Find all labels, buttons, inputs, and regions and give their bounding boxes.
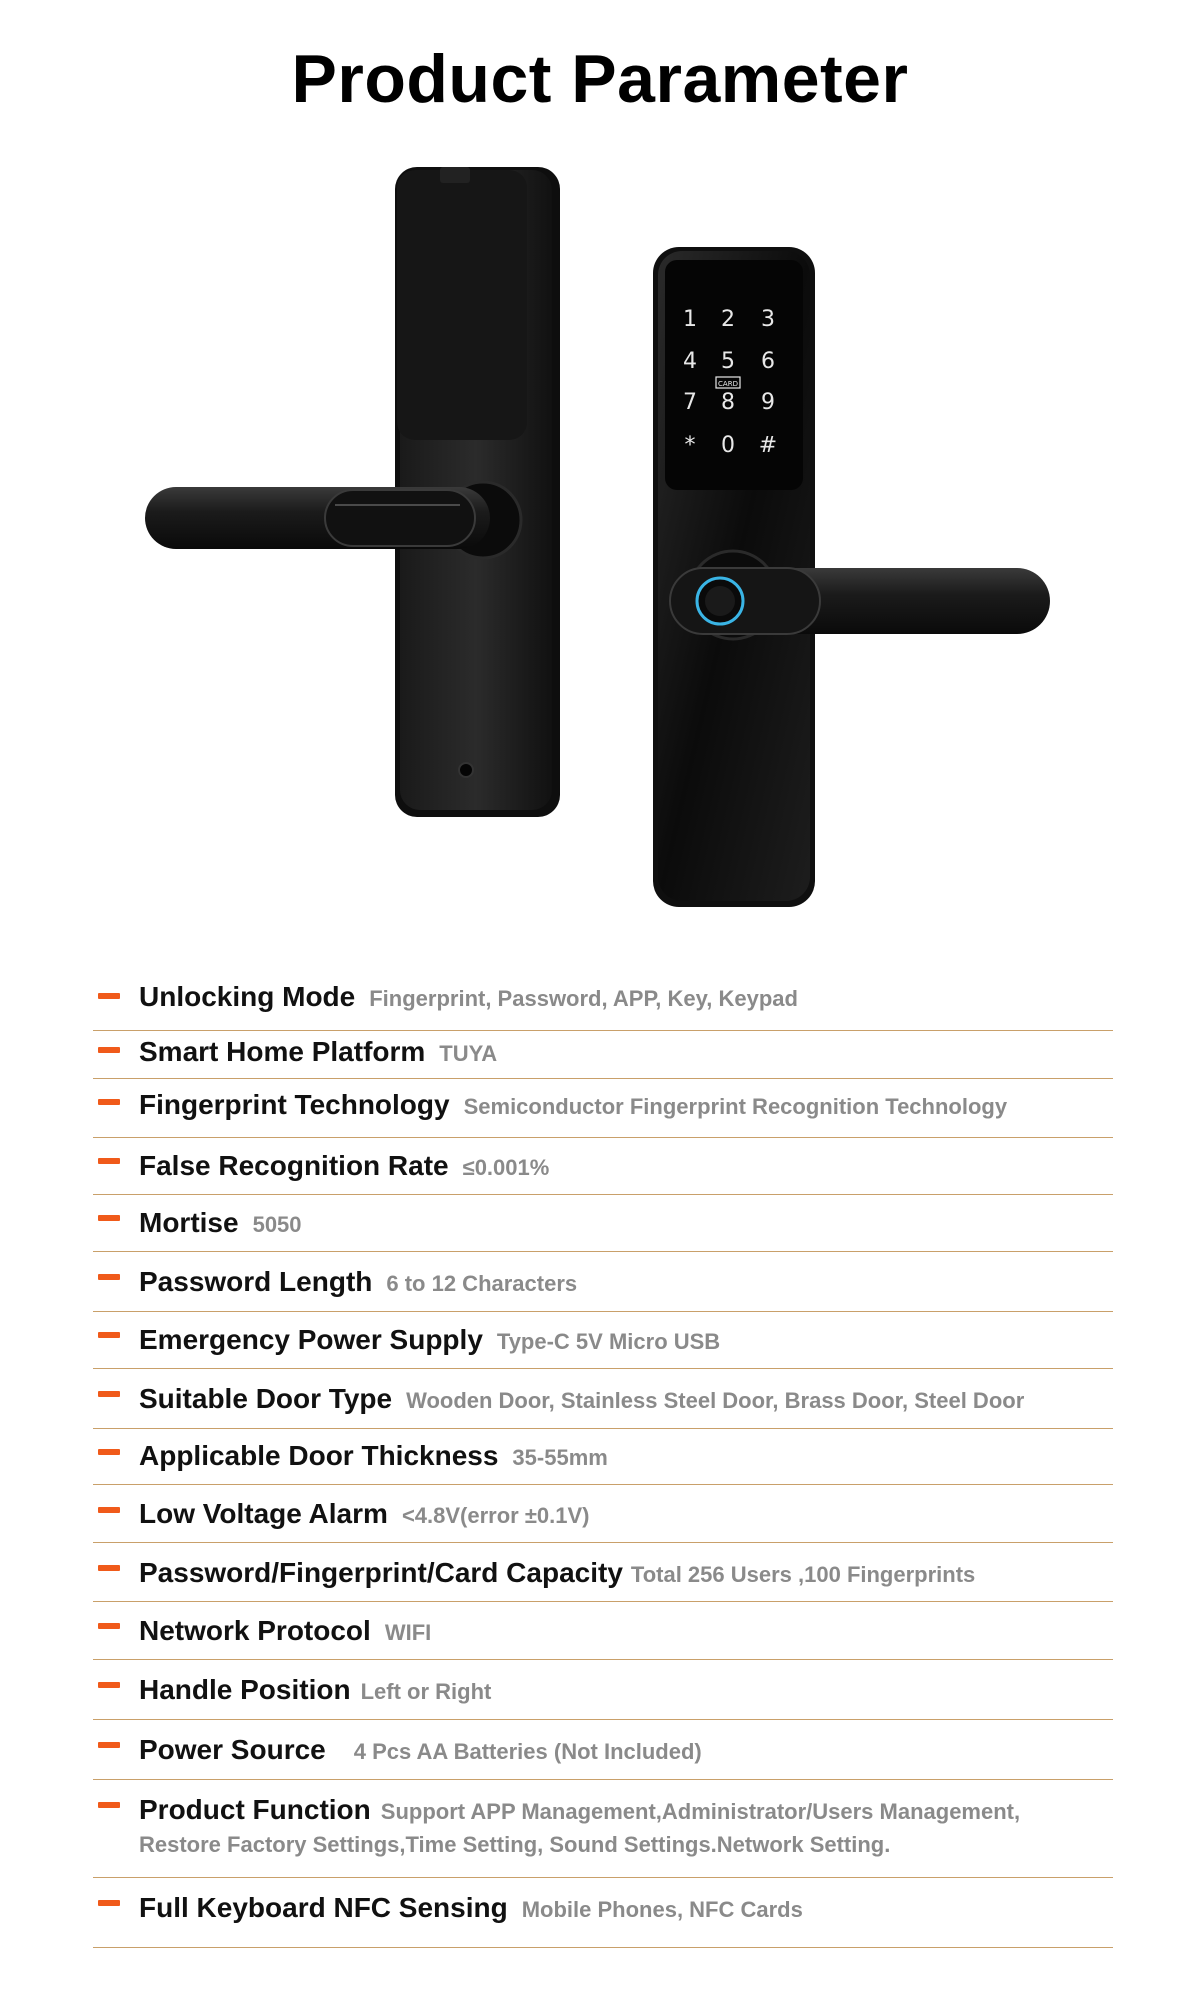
param-label: Fingerprint Technology — [139, 1089, 450, 1120]
bullet-dash — [98, 993, 120, 999]
bullet-dash — [98, 1274, 120, 1280]
param-value: 35-55mm — [512, 1445, 608, 1470]
param-label: Suitable Door Type — [139, 1383, 393, 1414]
param-label: Password Length — [139, 1266, 373, 1297]
param-label: Emergency Power Supply — [139, 1324, 483, 1355]
param-row-password-length — [93, 1252, 1113, 1312]
keypad-key: 3 — [761, 307, 775, 332]
keypad-key: 6 — [761, 349, 775, 374]
param-value: WIFI — [384, 1620, 432, 1645]
param-label: Password/Fingerprint/Card Capacity — [139, 1557, 623, 1588]
param-row-emergency-power-supply — [93, 1312, 1113, 1369]
front-handle — [670, 551, 1050, 639]
param-row-applicable-door-thickness — [93, 1429, 1113, 1485]
keypad-key: 0 — [721, 433, 735, 458]
bullet-dash — [98, 1099, 120, 1105]
keypad-key: 9 — [761, 390, 775, 415]
parameter-list — [93, 975, 1113, 1948]
param-row-false-recognition-rate — [93, 1138, 1113, 1195]
param-label: Mortise — [139, 1207, 239, 1238]
param-value: Total 256 Users ,100 Fingerprints — [630, 1562, 976, 1587]
param-value: Left or Right — [360, 1679, 492, 1704]
keypad-key: # — [758, 433, 778, 458]
param-label: Applicable Door Thickness — [139, 1440, 499, 1471]
param-value: Fingerprint, Password, APP, Key, Keypad — [369, 986, 798, 1011]
param-row-unlocking-mode — [93, 975, 1113, 1031]
keypad-key: 5 — [721, 349, 735, 374]
param-value: Type-C 5V Micro USB — [496, 1329, 721, 1354]
param-value: <4.8V(error ±0.1V) — [401, 1503, 590, 1528]
keypad-key: 8 — [721, 390, 735, 415]
keypad-key: 7 — [683, 390, 697, 415]
keypad-key: 1 — [683, 307, 697, 332]
param-value-continued: Restore Factory Settings,Time Setting, Sound Settings.Network Setting. — [139, 1832, 891, 1857]
param-row-handle-position — [93, 1660, 1113, 1720]
param-row-network-protocol — [93, 1602, 1113, 1660]
keypad-key: 4 — [683, 349, 697, 374]
param-label: Handle Position — [139, 1674, 351, 1705]
bullet-dash — [98, 1449, 120, 1455]
param-label: Low Voltage Alarm — [139, 1498, 388, 1529]
bullet-dash — [98, 1507, 120, 1513]
param-row-product-function — [93, 1780, 1113, 1878]
card-reader-label: CARD — [718, 380, 738, 388]
param-value: Mobile Phones, NFC Cards — [521, 1897, 803, 1922]
bullet-dash — [98, 1391, 120, 1397]
param-label: Product Function — [139, 1794, 371, 1825]
param-value: TUYA — [439, 1041, 498, 1066]
param-label: Power Source — [139, 1734, 326, 1765]
bullet-dash — [98, 1900, 120, 1906]
smart-lock-illustration — [0, 155, 1200, 915]
param-row-mortise — [93, 1195, 1113, 1252]
keypad-key: * — [684, 433, 696, 458]
bullet-dash — [98, 1623, 120, 1629]
param-value: Wooden Door, Stainless Steel Door, Brass Door, Steel Door — [406, 1388, 1025, 1413]
param-value: Support APP Management,Administrator/Users Management, — [380, 1799, 1021, 1824]
param-value: 6 to 12 Characters — [386, 1271, 578, 1296]
bullet-dash — [98, 1332, 120, 1338]
bullet-dash — [98, 1215, 120, 1221]
param-row-fingerprint-technology — [93, 1079, 1113, 1138]
param-value: ≤0.001% — [462, 1155, 550, 1180]
param-label: Smart Home Platform — [139, 1036, 426, 1067]
param-row-full-keyboard-nfc — [93, 1878, 1113, 1948]
param-label: Full Keyboard NFC Sensing — [139, 1892, 508, 1923]
param-row-smart-home-platform — [93, 1031, 1113, 1079]
keypad-key: 2 — [721, 307, 735, 332]
param-label: Network Protocol — [139, 1615, 371, 1646]
page-title: Product Parameter — [291, 41, 909, 117]
bullet-dash — [98, 1682, 120, 1688]
bullet-dash — [98, 1158, 120, 1164]
param-label: False Recognition Rate — [139, 1150, 449, 1181]
param-value: 4 Pcs AA Batteries (Not Included) — [353, 1739, 702, 1764]
back-lock-panel — [145, 167, 560, 817]
param-label: Unlocking Mode — [139, 981, 356, 1012]
param-row-power-source — [93, 1720, 1113, 1780]
param-row-suitable-door-type — [93, 1369, 1113, 1429]
bullet-dash — [98, 1742, 120, 1748]
bullet-dash — [98, 1565, 120, 1571]
param-value: 5050 — [252, 1212, 302, 1237]
param-row-low-voltage-alarm — [93, 1485, 1113, 1543]
bullet-dash — [98, 1047, 120, 1053]
param-row-capacity — [93, 1543, 1113, 1602]
param-value: Semiconductor Fingerprint Recognition Technology — [463, 1094, 1008, 1119]
bullet-dash — [98, 1802, 120, 1808]
